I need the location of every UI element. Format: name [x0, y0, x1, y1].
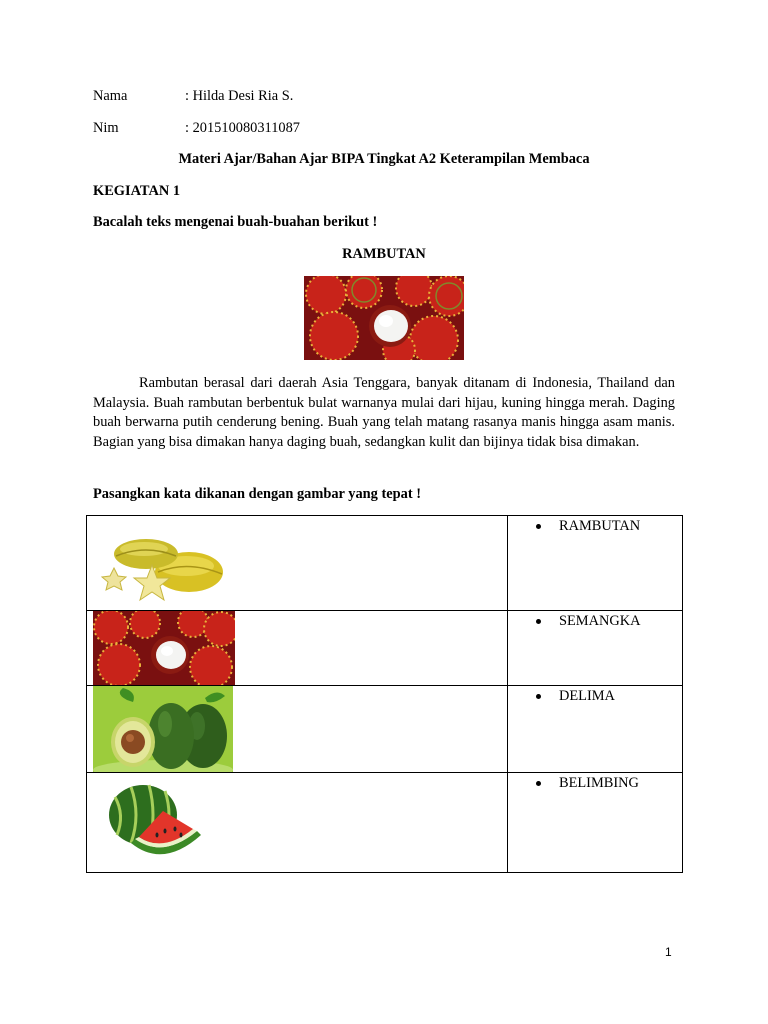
nama-label: Nama: [93, 88, 128, 104]
option-cell: [508, 611, 683, 686]
nama-value: : Hilda Desi Ria S.: [185, 88, 294, 104]
bullet-icon: [536, 619, 541, 624]
option-item: [508, 773, 682, 792]
option-item: [508, 686, 682, 705]
section-heading: KEGIATAN 1: [93, 183, 181, 199]
reading-paragraph: Rambutan berasal dari daerah Asia Tenggara, banyak ditanam di Indonesia, Thailand dan Malaysia. Buah rambutan berbentuk bulat warnanya mulai dari hijau, kuning hingga merah. Daging buah berwarna putih cenderung bening. Buah yang telah matang rasanya manis hingga asam manis. Bagian yang bisa dimakan hanya daging buah, sedangkan kulit dan bijinya tidak bisa dimakan.: [93, 375, 675, 450]
option-label: DELIMA: [559, 688, 615, 704]
table-row: [87, 686, 683, 773]
starfruit-image: [94, 516, 226, 610]
table-row: [87, 773, 683, 873]
watermelon-image: [93, 773, 213, 871]
option-item: [508, 611, 682, 630]
image-cell: [87, 611, 508, 686]
image-cell: [87, 516, 508, 611]
rambutan-image: [93, 611, 235, 685]
bullet-icon: [536, 524, 541, 529]
reading-title: RAMBUTAN: [342, 246, 426, 262]
page-number: 1: [665, 945, 672, 959]
option-cell: [508, 773, 683, 873]
bullet-icon: [536, 694, 541, 699]
document-title: Materi Ajar/Bahan Ajar BIPA Tingkat A2 Keterampilan Membaca: [178, 151, 590, 167]
table-row: [87, 611, 683, 686]
bullet-icon: [536, 781, 541, 786]
rambutan-photo: [304, 276, 464, 360]
matching-instruction: Pasangkan kata dikanan dengan gambar yang tepat !: [93, 486, 421, 502]
option-label: RAMBUTAN: [559, 518, 641, 534]
table-row: [87, 516, 683, 611]
nim-label: Nim: [93, 120, 119, 136]
matching-table: [86, 515, 683, 873]
nim-value: : 201510080311087: [185, 120, 300, 136]
option-label: SEMANGKA: [559, 613, 641, 629]
option-item: [508, 516, 682, 535]
image-cell: [87, 686, 508, 773]
option-cell: [508, 686, 683, 773]
option-label: BELIMBING: [559, 775, 639, 791]
option-cell: [508, 516, 683, 611]
image-cell: [87, 773, 508, 873]
avocado-image: [93, 686, 233, 772]
reading-instruction: Bacalah teks mengenai buah-buahan berikut !: [93, 214, 378, 230]
